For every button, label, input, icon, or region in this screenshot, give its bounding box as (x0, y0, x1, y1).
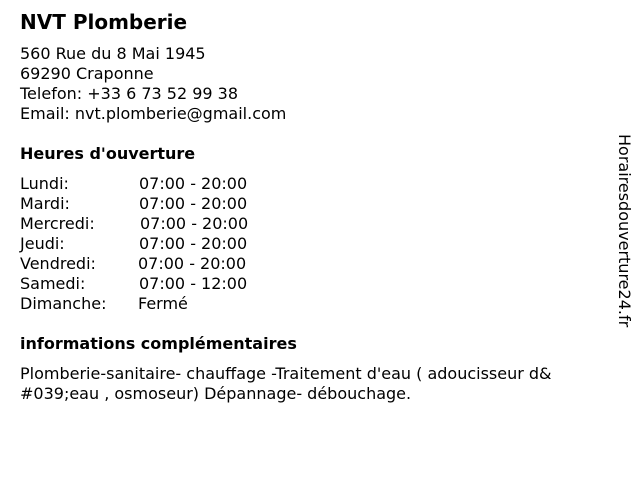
day-label: Jeudi: (20, 234, 65, 253)
hours-row-sunday (20, 294, 280, 314)
watermark-text: Horairesdouverture24.fr (615, 134, 634, 328)
day-label: Mercredi: (20, 214, 95, 233)
time-range: 07:00 - 12:00 (139, 274, 248, 293)
address-street: 560 Rue du 8 Mai 1945 (20, 44, 206, 63)
day-label: Samedi: (20, 274, 86, 293)
day-label: Lundi: (20, 174, 69, 193)
hours-row-tuesday (20, 194, 280, 214)
phone-number: Telefon: +33 6 73 52 99 38 (20, 84, 239, 103)
info-line: #039;eau , osmoseur) Dépannage- débouchage. (20, 384, 412, 403)
site-watermark (614, 134, 634, 344)
time-range: Fermé (138, 294, 188, 313)
info-line: Plomberie-sanitaire- chauffage -Traitement d'eau ( adoucisseur d& (20, 364, 552, 383)
time-range: 07:00 - 20:00 (138, 254, 247, 273)
business-contact (20, 44, 286, 124)
info-description (20, 364, 620, 404)
time-range: 07:00 - 20:00 (140, 214, 249, 233)
hours-row-friday (20, 254, 280, 274)
business-name: NVT Plomberie (20, 10, 188, 34)
day-label: Vendredi: (20, 254, 96, 273)
time-range: 07:00 - 20:00 (139, 174, 248, 193)
info-heading: informations complémentaires (20, 334, 297, 353)
hours-row-wednesday (20, 214, 280, 234)
hours-row-thursday (20, 234, 280, 254)
time-range: 07:00 - 20:00 (139, 234, 248, 253)
day-label: Mardi: (20, 194, 70, 213)
time-range: 07:00 - 20:00 (139, 194, 248, 213)
day-label: Dimanche: (20, 294, 107, 313)
hours-row-monday (20, 174, 280, 194)
address-city: 69290 Craponne (20, 64, 154, 83)
hours-row-saturday (20, 274, 280, 294)
hours-heading: Heures d'ouverture (20, 144, 196, 163)
email-address: Email: nvt.plomberie@gmail.com (20, 104, 287, 123)
opening-hours-list (20, 174, 280, 314)
